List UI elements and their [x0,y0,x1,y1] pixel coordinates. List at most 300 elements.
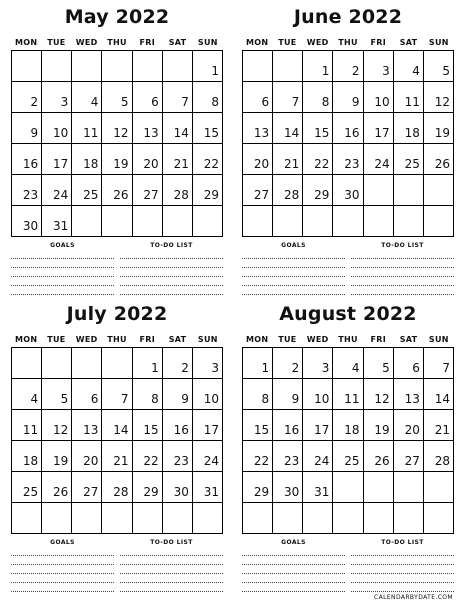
day-number: 29 [143,485,159,499]
goals-heading: GOALS [50,242,75,249]
day-cell[interactable] [364,206,394,236]
goals-line[interactable] [242,547,345,556]
day-cell[interactable] [424,472,454,502]
day-cell[interactable] [163,472,193,502]
day-cell[interactable] [424,144,454,174]
day-number: 27 [404,454,420,468]
day-cell[interactable] [364,51,394,81]
day-cell[interactable] [12,175,42,205]
day-number: 26 [374,454,390,468]
goals-column [242,538,345,592]
day-cell[interactable] [193,410,223,440]
day-cell[interactable] [163,379,193,409]
day-number: 25 [344,454,360,468]
todo-line[interactable] [120,259,223,268]
day-number: 13 [253,126,270,140]
day-cell[interactable] [163,82,193,112]
day-number: 16 [22,157,39,171]
day-number: 20 [253,157,270,171]
day-cell[interactable] [193,175,223,205]
weekday-label: MON [14,38,38,47]
day-cell[interactable] [42,348,72,378]
day-number: 27 [143,188,159,202]
day-cell[interactable] [163,348,193,378]
day-cell[interactable] [243,175,273,205]
day-cell[interactable] [333,51,363,81]
week-row [12,410,223,441]
day-cell[interactable] [102,51,132,81]
goals-line[interactable] [11,286,114,295]
day-cell[interactable] [42,51,72,81]
day-cell[interactable] [394,175,424,205]
day-cell[interactable] [102,379,132,409]
day-cell[interactable] [72,379,102,409]
day-cell[interactable] [333,206,363,236]
day-number: 15 [314,126,330,140]
goals-line[interactable] [242,277,345,286]
todo-line[interactable] [120,556,223,565]
goals-line[interactable] [11,268,114,277]
day-cell[interactable] [364,113,394,143]
day-cell[interactable] [12,206,42,236]
month-title: May 2022 [64,6,170,28]
day-number: 29 [203,188,219,202]
day-cell[interactable] [243,113,273,143]
day-number: 10 [53,126,69,140]
day-cell[interactable] [243,144,273,174]
day-number: 13 [83,423,99,437]
day-cell[interactable] [394,144,424,174]
todo-line[interactable] [120,547,223,556]
todo-line[interactable] [351,250,454,259]
weekday-label: WED [75,335,98,344]
day-cell[interactable] [42,82,72,112]
day-cell[interactable] [364,410,394,440]
day-cell[interactable] [193,206,223,236]
day-cell[interactable] [273,113,303,143]
day-number: 11 [22,423,39,437]
day-cell[interactable] [163,206,193,236]
week-row [243,503,454,534]
day-cell[interactable] [42,175,72,205]
goals-line[interactable] [11,547,114,556]
day-cell[interactable] [193,441,223,471]
day-cell[interactable] [133,410,163,440]
todo-line[interactable] [351,277,454,286]
day-cell[interactable] [163,441,193,471]
day-cell[interactable] [12,441,42,471]
day-cell[interactable] [273,175,303,205]
day-number: 7 [442,361,450,375]
day-cell[interactable] [243,379,273,409]
notes-section [242,241,454,295]
weekday-label: WED [306,38,329,47]
day-cell[interactable] [394,348,424,378]
day-cell[interactable] [193,82,223,112]
day-number: 26 [113,188,129,202]
day-cell[interactable] [12,348,42,378]
day-cell[interactable] [333,503,363,533]
todo-line[interactable] [351,268,454,277]
day-cell[interactable] [273,51,303,81]
todo-line[interactable] [120,268,223,277]
day-cell[interactable] [133,503,163,533]
day-number: 17 [314,423,330,437]
day-cell[interactable] [424,51,454,81]
day-cell[interactable] [303,348,333,378]
day-number: 3 [60,95,69,109]
day-cell[interactable] [243,348,273,378]
day-number: 9 [30,126,39,140]
todo-line[interactable] [120,250,223,259]
day-cell[interactable] [424,503,454,533]
day-cell[interactable] [133,206,163,236]
day-number: 13 [404,392,420,406]
day-cell[interactable] [333,472,363,502]
day-cell[interactable] [273,82,303,112]
day-cell[interactable] [303,113,333,143]
day-number: 14 [284,126,300,140]
day-cell[interactable] [424,206,454,236]
day-number: 8 [261,392,270,406]
goals-line[interactable] [242,250,345,259]
day-cell[interactable] [72,348,102,378]
day-cell[interactable] [243,410,273,440]
todo-line[interactable] [351,547,454,556]
day-cell[interactable] [303,379,333,409]
day-cell[interactable] [243,82,273,112]
day-cell[interactable] [133,113,163,143]
day-number: 28 [173,188,189,202]
day-cell[interactable] [424,410,454,440]
day-cell[interactable] [364,82,394,112]
day-cell[interactable] [193,472,223,502]
day-cell[interactable] [102,441,132,471]
goals-line[interactable] [11,556,114,565]
todo-line[interactable] [351,259,454,268]
day-number: 16 [344,126,360,140]
day-cell[interactable] [102,144,132,174]
day-cell[interactable] [364,175,394,205]
day-cell[interactable] [273,206,303,236]
day-number: 5 [60,392,69,406]
day-cell[interactable] [42,472,72,502]
day-cell[interactable] [42,379,72,409]
todo-line[interactable] [120,277,223,286]
todo-line[interactable] [351,583,454,592]
day-number: 18 [22,454,39,468]
day-cell[interactable] [273,503,303,533]
day-cell[interactable] [243,51,273,81]
day-cell[interactable] [394,51,424,81]
day-cell[interactable] [273,379,303,409]
day-cell[interactable] [424,441,454,471]
day-number: 15 [253,423,270,437]
todo-line[interactable] [351,286,454,295]
goals-line[interactable] [11,259,114,268]
day-cell[interactable] [333,144,363,174]
day-cell[interactable] [303,472,333,502]
day-cell[interactable] [303,82,333,112]
day-cell[interactable] [102,82,132,112]
day-cell[interactable] [364,348,394,378]
day-cell[interactable] [12,51,42,81]
day-cell[interactable] [102,113,132,143]
day-cell[interactable] [394,206,424,236]
day-cell[interactable] [133,175,163,205]
notes-section [11,241,223,295]
day-number: 23 [344,157,360,171]
day-cell[interactable] [303,410,333,440]
day-cell[interactable] [273,348,303,378]
day-cell[interactable] [133,144,163,174]
todo-line[interactable] [120,583,223,592]
day-cell[interactable] [12,113,42,143]
day-cell[interactable] [394,113,424,143]
day-number: 17 [53,157,69,171]
day-cell[interactable] [133,379,163,409]
day-cell[interactable] [12,379,42,409]
day-cell[interactable] [424,113,454,143]
day-number: 5 [382,361,390,375]
day-cell[interactable] [72,441,102,471]
day-cell[interactable] [394,82,424,112]
todo-line[interactable] [351,574,454,583]
week-row [12,82,223,113]
day-cell[interactable] [394,441,424,471]
day-cell[interactable] [303,206,333,236]
day-cell[interactable] [102,348,132,378]
day-cell[interactable] [72,472,102,502]
day-cell[interactable] [364,472,394,502]
weekday-label: FRI [370,38,387,47]
weekday-label: MON [245,335,269,344]
weekday-label: SAT [399,38,418,47]
day-cell[interactable] [42,503,72,533]
day-cell[interactable] [133,472,163,502]
day-cell[interactable] [303,175,333,205]
day-number: 10 [374,95,390,109]
day-cell[interactable] [193,503,223,533]
todo-column [120,538,223,592]
goals-line[interactable] [242,268,345,277]
day-cell[interactable] [303,51,333,81]
day-number: 12 [434,95,450,109]
day-cell[interactable] [394,379,424,409]
day-number: 4 [412,64,420,78]
todo-column [120,241,223,295]
day-cell[interactable] [163,503,193,533]
todo-line[interactable] [351,565,454,574]
day-cell[interactable] [364,379,394,409]
day-number: 12 [374,392,390,406]
day-cell[interactable] [333,379,363,409]
day-cell[interactable] [102,175,132,205]
day-number: 21 [173,157,189,171]
day-cell[interactable] [163,51,193,81]
week-row [12,206,223,237]
day-cell[interactable] [72,113,102,143]
day-number: 2 [291,361,300,375]
day-cell[interactable] [42,113,72,143]
day-cell[interactable] [12,144,42,174]
day-number: 7 [181,95,189,109]
weekday-label: SUN [428,335,449,344]
day-cell[interactable] [193,379,223,409]
day-number: 31 [314,485,330,499]
goals-line[interactable] [11,277,114,286]
goals-line[interactable] [242,259,345,268]
day-cell[interactable] [333,348,363,378]
day-cell[interactable] [12,410,42,440]
day-cell[interactable] [364,441,394,471]
day-number: 20 [83,454,99,468]
calendar-grid [242,50,454,237]
day-cell[interactable] [163,113,193,143]
week-row [243,113,454,144]
day-number: 14 [173,126,189,140]
weekday-label: SAT [399,335,418,344]
day-cell[interactable] [72,144,102,174]
day-cell[interactable] [273,410,303,440]
goals-line[interactable] [242,583,345,592]
day-cell[interactable] [163,410,193,440]
day-cell[interactable] [133,82,163,112]
day-cell[interactable] [42,441,72,471]
day-cell[interactable] [303,441,333,471]
day-cell[interactable] [133,348,163,378]
day-cell[interactable] [193,51,223,81]
day-cell[interactable] [394,503,424,533]
goals-line[interactable] [11,574,114,583]
day-number: 8 [151,392,159,406]
todo-line[interactable] [351,556,454,565]
todo-line[interactable] [120,574,223,583]
day-cell[interactable] [12,82,42,112]
day-cell[interactable] [333,82,363,112]
day-number: 8 [211,95,219,109]
week-row [12,503,223,534]
day-cell[interactable] [273,144,303,174]
day-cell[interactable] [243,206,273,236]
day-number: 26 [434,157,450,171]
day-cell[interactable] [424,175,454,205]
day-cell[interactable] [273,472,303,502]
day-cell[interactable] [303,144,333,174]
day-number: 12 [53,423,69,437]
day-number: 15 [143,423,159,437]
day-cell[interactable] [193,113,223,143]
day-cell[interactable] [72,82,102,112]
day-number: 27 [253,188,270,202]
day-number: 1 [321,64,330,78]
day-cell[interactable] [72,410,102,440]
day-number: 22 [253,454,270,468]
day-number: 18 [344,423,360,437]
day-cell[interactable] [72,175,102,205]
day-cell[interactable] [42,206,72,236]
day-number: 7 [120,392,129,406]
day-cell[interactable] [193,144,223,174]
day-cell[interactable] [12,472,42,502]
day-cell[interactable] [102,503,132,533]
week-row [12,472,223,503]
day-cell[interactable] [394,410,424,440]
weekday-label: MON [14,335,38,344]
day-cell[interactable] [303,503,333,533]
day-number: 26 [53,485,69,499]
week-row [12,441,223,472]
day-number: 9 [181,392,189,406]
day-number: 28 [284,188,300,202]
day-cell[interactable] [102,206,132,236]
day-cell[interactable] [424,379,454,409]
goals-line[interactable] [11,583,114,592]
day-cell[interactable] [12,503,42,533]
day-cell[interactable] [42,410,72,440]
todo-line[interactable] [120,286,223,295]
day-cell[interactable] [364,503,394,533]
goals-line[interactable] [11,250,114,259]
todo-line[interactable] [120,565,223,574]
weekday-label: WED [306,335,329,344]
day-number: 6 [261,95,270,109]
day-cell[interactable] [72,503,102,533]
day-cell[interactable] [243,441,273,471]
day-cell[interactable] [102,472,132,502]
day-cell[interactable] [273,441,303,471]
week-row [243,175,454,206]
day-cell[interactable] [333,441,363,471]
day-cell[interactable] [243,503,273,533]
day-cell[interactable] [133,51,163,81]
day-number: 9 [291,392,300,406]
day-cell[interactable] [243,472,273,502]
day-cell[interactable] [333,175,363,205]
day-cell[interactable] [133,441,163,471]
day-number: 3 [382,64,390,78]
day-cell[interactable] [163,175,193,205]
goals-column [11,241,114,295]
goals-line[interactable] [11,565,114,574]
day-number: 28 [434,454,450,468]
goals-line[interactable] [242,565,345,574]
day-number: 1 [151,361,159,375]
day-number: 23 [284,454,300,468]
day-number: 20 [143,157,159,171]
day-cell[interactable] [102,410,132,440]
day-number: 22 [203,157,219,171]
day-cell[interactable] [163,144,193,174]
day-number: 30 [22,219,39,233]
day-cell[interactable] [364,144,394,174]
day-cell[interactable] [72,206,102,236]
day-cell[interactable] [394,472,424,502]
day-cell[interactable] [333,113,363,143]
day-cell[interactable] [193,348,223,378]
day-cell[interactable] [333,410,363,440]
day-cell[interactable] [424,82,454,112]
goals-line[interactable] [242,556,345,565]
day-cell[interactable] [72,51,102,81]
goals-line[interactable] [242,574,345,583]
day-cell[interactable] [42,144,72,174]
goals-line[interactable] [242,286,345,295]
day-number: 24 [314,454,330,468]
day-number: 10 [314,392,330,406]
weekday-label: SUN [428,38,449,47]
day-cell[interactable] [424,348,454,378]
